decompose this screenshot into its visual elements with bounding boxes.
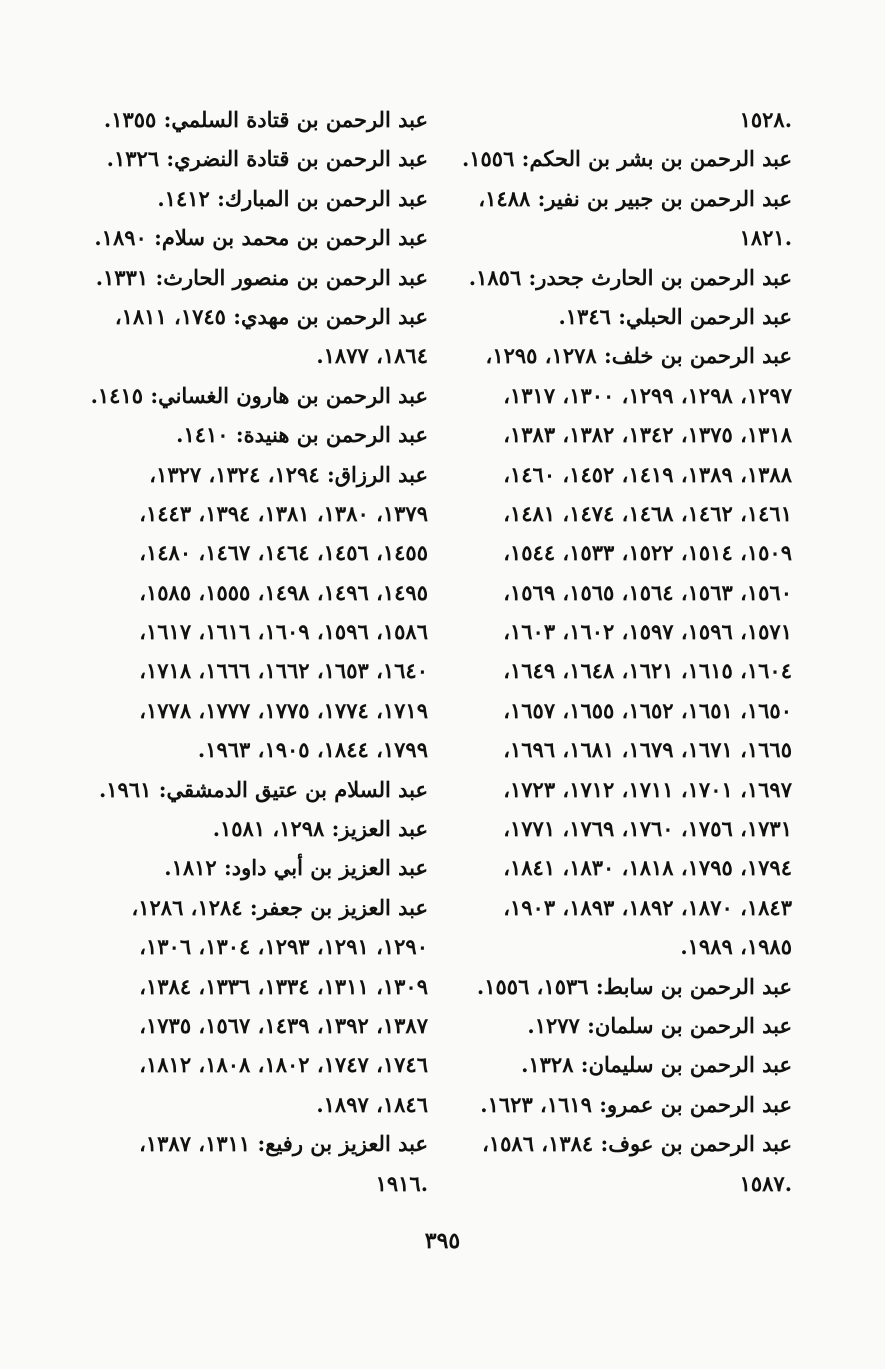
index-entry-line: عبد الرحمن بن سابط: ١٥٣٦، ١٥٥٦. bbox=[476, 973, 792, 999]
index-entry-line: عبد العزيز بن جعفر: ١٢٨٤، ١٢٨٦، bbox=[131, 894, 428, 920]
index-entry-line: عبد الرحمن بن سلمان: ١٢٧٧. bbox=[527, 1012, 792, 1038]
index-entry-line: ١٥٧١، ١٥٩٦، ١٥٩٧، ١٦٠٢، ١٦٠٣، bbox=[503, 619, 792, 645]
index-entry-line: عبد الرحمن بن هارون الغساني: ١٤١٥. bbox=[90, 382, 428, 408]
index-entry-line: ١٥٠٩، ١٥١٤، ١٥٢٢، ١٥٣٣، ١٥٤٤، bbox=[503, 540, 792, 566]
index-entry-line: ١٩٨٥، ١٩٨٩. bbox=[680, 934, 792, 960]
index-entry-line: عبد الرحمن بن الحارث جحدر: ١٨٥٦. bbox=[468, 264, 792, 290]
index-entry-line: ١٨٤٦، ١٨٩٧. bbox=[316, 1091, 428, 1117]
index-entry-line: عبد الرحمن بن بشر بن الحكم: ١٥٥٦. bbox=[461, 146, 792, 172]
index-entry-line: ١٦٥٠، ١٦٥١، ١٦٥٢، ١٦٥٥، ١٦٥٧، bbox=[503, 697, 792, 723]
index-entry-line: ١٦٠٤، ١٦١٥، ١٦٢١، ١٦٤٨، ١٦٤٩، bbox=[503, 658, 792, 684]
index-entry-line: ١٥٨٦، ١٥٩٦، ١٦٠٩، ١٦١٦، ١٦١٧، bbox=[139, 619, 428, 645]
index-entry-line: عبد الرحمن بن سليمان: ١٣٢٨. bbox=[521, 1052, 792, 1078]
index-entry-line: ١٤٥٥، ١٤٥٦، ١٤٦٤، ١٤٦٧، ١٤٨٠، bbox=[139, 540, 428, 566]
index-entry-line: عبد الرحمن الحبلي: ١٣٤٦. bbox=[558, 303, 792, 329]
index-entry-line: عبد الرحمن بن جبير بن نفير: ١٤٨٨، bbox=[478, 185, 792, 211]
index-entry-line: ١٧٩٩، ١٨٤٤، ١٩٠٥، ١٩٦٣. bbox=[197, 737, 428, 763]
index-entry-line: عبد الرحمن بن عمرو: ١٦١٩، ١٦٢٣. bbox=[480, 1091, 792, 1117]
index-entry-line: .١٥٢٨ bbox=[739, 107, 792, 132]
index-entry-line: ١٢٩٠، ١٢٩١، ١٢٩٣، ١٣٠٤، ١٣٠٦، bbox=[139, 934, 428, 960]
index-entry-line: عبد الرحمن بن المبارك: ١٤١٢. bbox=[157, 185, 428, 211]
index-entry-line: عبد العزيز بن أبي داود: ١٨١٢. bbox=[164, 855, 428, 881]
index-entry-line: عبد الرحمن بن مهدي: ١٧٤٥، ١٨١١، bbox=[114, 303, 428, 329]
index-column-left bbox=[81, 100, 428, 1203]
index-entry-line: عبد الرزاق: ١٢٩٤، ١٣٢٤، ١٣٢٧، bbox=[149, 461, 428, 487]
index-entry-line: ١٨٦٤، ١٨٧٧. bbox=[316, 343, 428, 369]
index-entry-line: ١٤٩٥، ١٤٩٦، ١٤٩٨، ١٥٥٥، ١٥٨٥، bbox=[139, 579, 428, 605]
index-entry-line: عبد الرحمن بن منصور الحارث: ١٣٣١. bbox=[95, 264, 428, 290]
index-entry-line: عبد السلام بن عتيق الدمشقي: ١٩٦١. bbox=[98, 776, 428, 802]
index-entry-line: ١٣٠٩، ١٣١١، ١٣٣٤، ١٣٣٦، ١٣٨٤، bbox=[139, 973, 428, 999]
index-entry-line: عبد الرحمن بن قتادة السلمي: ١٣٥٥. bbox=[103, 107, 428, 132]
page-number: ٣٩٥ bbox=[424, 1228, 461, 1254]
index-entry-line: عبد الرحمن بن هنيدة: ١٤١٠. bbox=[176, 422, 428, 448]
index-entry-line: ١٥٦٠، ١٥٦٣، ١٥٦٤، ١٥٦٥، ١٥٦٩، bbox=[503, 579, 792, 605]
index-entry-line: ١٦٦٥، ١٦٧١، ١٦٧٩، ١٦٨١، ١٦٩٦، bbox=[503, 737, 792, 763]
index-entry-line: ١٤٦١، ١٤٦٢، ١٤٦٨، ١٤٧٤، ١٤٨١، bbox=[503, 500, 792, 526]
index-entry-line: عبد الرحمن بن خلف: ١٢٧٨، ١٢٩٥، bbox=[485, 343, 792, 369]
index-entry-line: ١٧٩٤، ١٧٩٥، ١٨١٨، ١٨٣٠، ١٨٤١، bbox=[503, 855, 792, 881]
index-entry-line: ١٣٨٨، ١٣٨٩، ١٤١٩، ١٤٥٢، ١٤٦٠، bbox=[503, 461, 792, 487]
index-column-right bbox=[447, 100, 792, 1203]
index-entry-line: ١٦٤٠، ١٦٥٣، ١٦٦٢، ١٦٦٦، ١٧١٨، bbox=[139, 658, 428, 684]
index-entry-line: .١٥٨٧ bbox=[739, 1170, 792, 1196]
index-entry-line: ١٧٤٦، ١٧٤٧، ١٨٠٢، ١٨٠٨، ١٨١٢، bbox=[139, 1052, 428, 1078]
index-entry-line: ١٧٣١، ١٧٥٦، ١٧٦٠، ١٧٦٩، ١٧٧١، bbox=[503, 816, 792, 842]
index-entry-line: عبد العزيز: ١٢٩٨، ١٥٨١. bbox=[212, 816, 428, 842]
index-entry-line: ١٦٩٧، ١٧٠١، ١٧١١، ١٧١٢، ١٧٢٣، bbox=[503, 776, 792, 802]
index-entry-line: عبد الرحمن بن محمد بن سلام: ١٨٩٠. bbox=[94, 225, 428, 251]
index-entry-line: ١٧١٩، ١٧٧٤، ١٧٧٥، ١٧٧٧، ١٧٧٨، bbox=[139, 697, 428, 723]
index-entry-line: ١٣٨٧، ١٣٩٢، ١٤٣٩، ١٥٦٧، ١٧٣٥، bbox=[139, 1012, 428, 1038]
index-entry-line: ١٢٩٧، ١٢٩٨، ١٢٩٩، ١٣٠٠، ١٣١٧، bbox=[503, 382, 792, 408]
index-entry-line: ١٨٤٣، ١٨٧٠، ١٨٩٢، ١٨٩٣، ١٩٠٣، bbox=[503, 894, 792, 920]
index-entry-line: عبد العزيز بن رفيع: ١٣١١، ١٣٨٧، bbox=[139, 1131, 428, 1157]
index-entry-line: .١٨٢١ bbox=[739, 225, 792, 251]
index-entry-line: عبد الرحمن بن قتادة النضري: ١٣٢٦. bbox=[106, 146, 428, 172]
index-entry-line: ١٣٧٩، ١٣٨٠، ١٣٨١، ١٣٩٤، ١٤٤٣، bbox=[139, 500, 428, 526]
index-entry-line: ١٣١٨، ١٣٧٥، ١٣٤٢، ١٣٨٢، ١٣٨٣، bbox=[503, 422, 792, 448]
index-entry-line: عبد الرحمن بن عوف: ١٣٨٤، ١٥٨٦، bbox=[482, 1131, 792, 1157]
index-entry-line: .١٩١٦ bbox=[375, 1170, 428, 1196]
